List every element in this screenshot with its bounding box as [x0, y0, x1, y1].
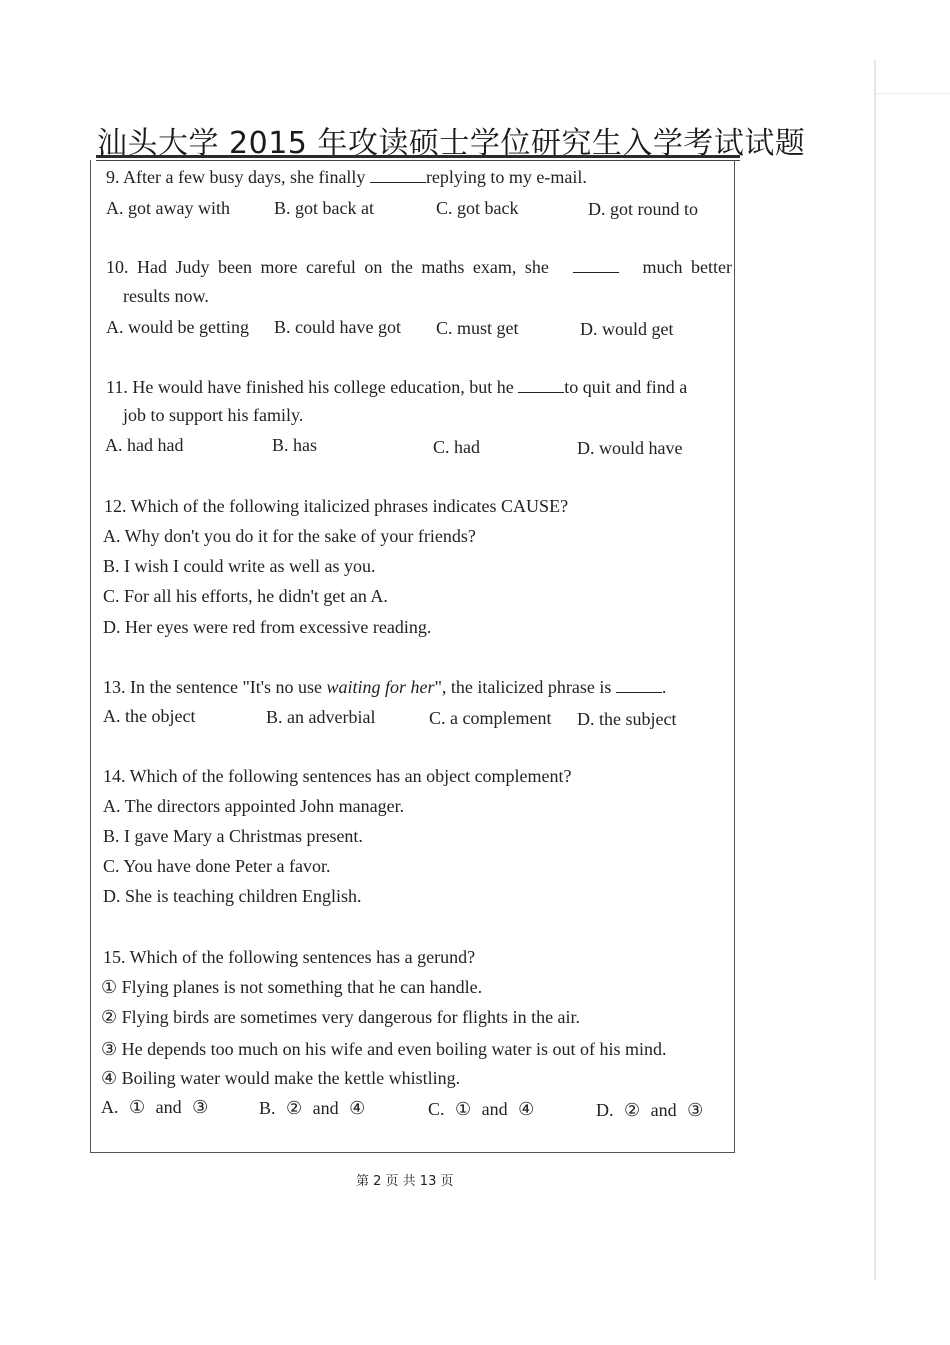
question-10-text-after: much better	[642, 257, 732, 277]
question-12-option-d: D. Her eyes were red from excessive reading.	[103, 617, 432, 637]
question-14-option-d: D. She is teaching children English.	[103, 886, 362, 906]
question-12-stem: 12. Which of the following italicized phrases indicates CAUSE?	[104, 496, 569, 516]
question-14-option-a: A. The directors appointed John manager.	[103, 796, 405, 816]
question-12-option-a: A. Why don't you do it for the sake of your friends?	[103, 526, 476, 546]
question-9-stem	[106, 166, 587, 188]
question-13-text-end: .	[661, 677, 667, 697]
question-13-option-d: D. the subject	[577, 709, 677, 729]
question-11-stem	[106, 376, 687, 398]
question-9-option-d: D. got round to	[588, 199, 698, 219]
question-13-text-before: 13. In the sentence "It's no use	[103, 677, 327, 697]
question-10-option-d: D. would get	[580, 319, 674, 339]
question-15-option-d: D. ② and ③	[596, 1100, 704, 1120]
question-10-stem-line2: results now.	[123, 286, 209, 306]
question-11-stem-line2: job to support his family.	[123, 405, 304, 425]
page-edge-line	[876, 93, 950, 94]
question-12-option-c: C. For all his efforts, he didn't get an A.	[103, 586, 388, 606]
question-10-stem	[106, 256, 732, 278]
question-13-stem	[103, 676, 666, 698]
question-15-sentence-3: ③ He depends too much on his wife and even boiling water is out of his mind.	[101, 1039, 667, 1059]
question-9-option-c: C. got back	[436, 198, 519, 218]
question-11-text-before: 11. He would have finished his college education, but he	[106, 377, 519, 397]
question-9-option-b: B. got back at	[274, 198, 374, 218]
question-15-sentence-2: ② Flying birds are sometimes very dangerous for flights in the air.	[101, 1007, 581, 1027]
question-9-text-before: 9. After a few busy days, she finally	[106, 167, 370, 187]
question-13-text-after: ", the italicized phrase is	[434, 677, 616, 697]
question-9-option-a: A. got away with	[106, 198, 230, 218]
question-10-option-b: B. could have got	[274, 317, 401, 337]
question-13-option-a: A. the object	[103, 706, 196, 726]
question-15-option-a: A. ① and ③	[101, 1097, 209, 1117]
question-15-sentence-4: ④ Boiling water would make the kettle whistling.	[101, 1068, 461, 1088]
question-15-sentence-1: ① Flying planes is not something that he can handle.	[101, 977, 483, 997]
page-number-footer: 第 2 页 共 13 页	[356, 1174, 454, 1189]
question-10-option-a: A. would be getting	[106, 317, 249, 337]
question-10-text-before: 10. Had Judy been more careful on the maths exam, she	[106, 257, 549, 277]
answer-blank	[573, 256, 619, 273]
question-15-option-c: C. ① and ④	[428, 1099, 535, 1119]
question-11-option-c: C. had	[433, 437, 480, 457]
exam-question-box	[90, 160, 735, 1153]
question-12-option-b: B. I wish I could write as well as you.	[103, 556, 376, 576]
question-11-text-after: to quit and find a	[564, 377, 688, 397]
question-10-option-c: C. must get	[436, 318, 519, 338]
title-rule	[96, 155, 740, 158]
answer-blank	[616, 676, 662, 693]
answer-blank	[518, 376, 564, 393]
exam-title: 汕头大学 2015 年攻读硕士学位研究生入学考试试题	[97, 126, 806, 161]
question-13-option-b: B. an adverbial	[266, 707, 376, 727]
question-13-italic-phrase: waiting for her	[326, 677, 435, 697]
answer-blank	[370, 166, 426, 183]
question-13-option-c: C. a complement	[429, 708, 552, 728]
question-15-stem: 15. Which of the following sentences has a gerund?	[103, 947, 476, 967]
question-11-option-d: D. would have	[577, 438, 683, 458]
question-11-option-a: A. had had	[105, 435, 184, 455]
question-9-text-after: replying to my e-mail.	[425, 167, 587, 187]
question-14-option-c: C. You have done Peter a favor.	[103, 856, 331, 876]
page-edge-shadow	[874, 60, 876, 1280]
question-15-option-b: B. ② and ④	[259, 1098, 366, 1118]
question-14-stem: 14. Which of the following sentences has an object complement?	[103, 766, 572, 786]
question-14-option-b: B. I gave Mary a Christmas present.	[103, 826, 363, 846]
question-11-option-b: B. has	[272, 435, 317, 455]
